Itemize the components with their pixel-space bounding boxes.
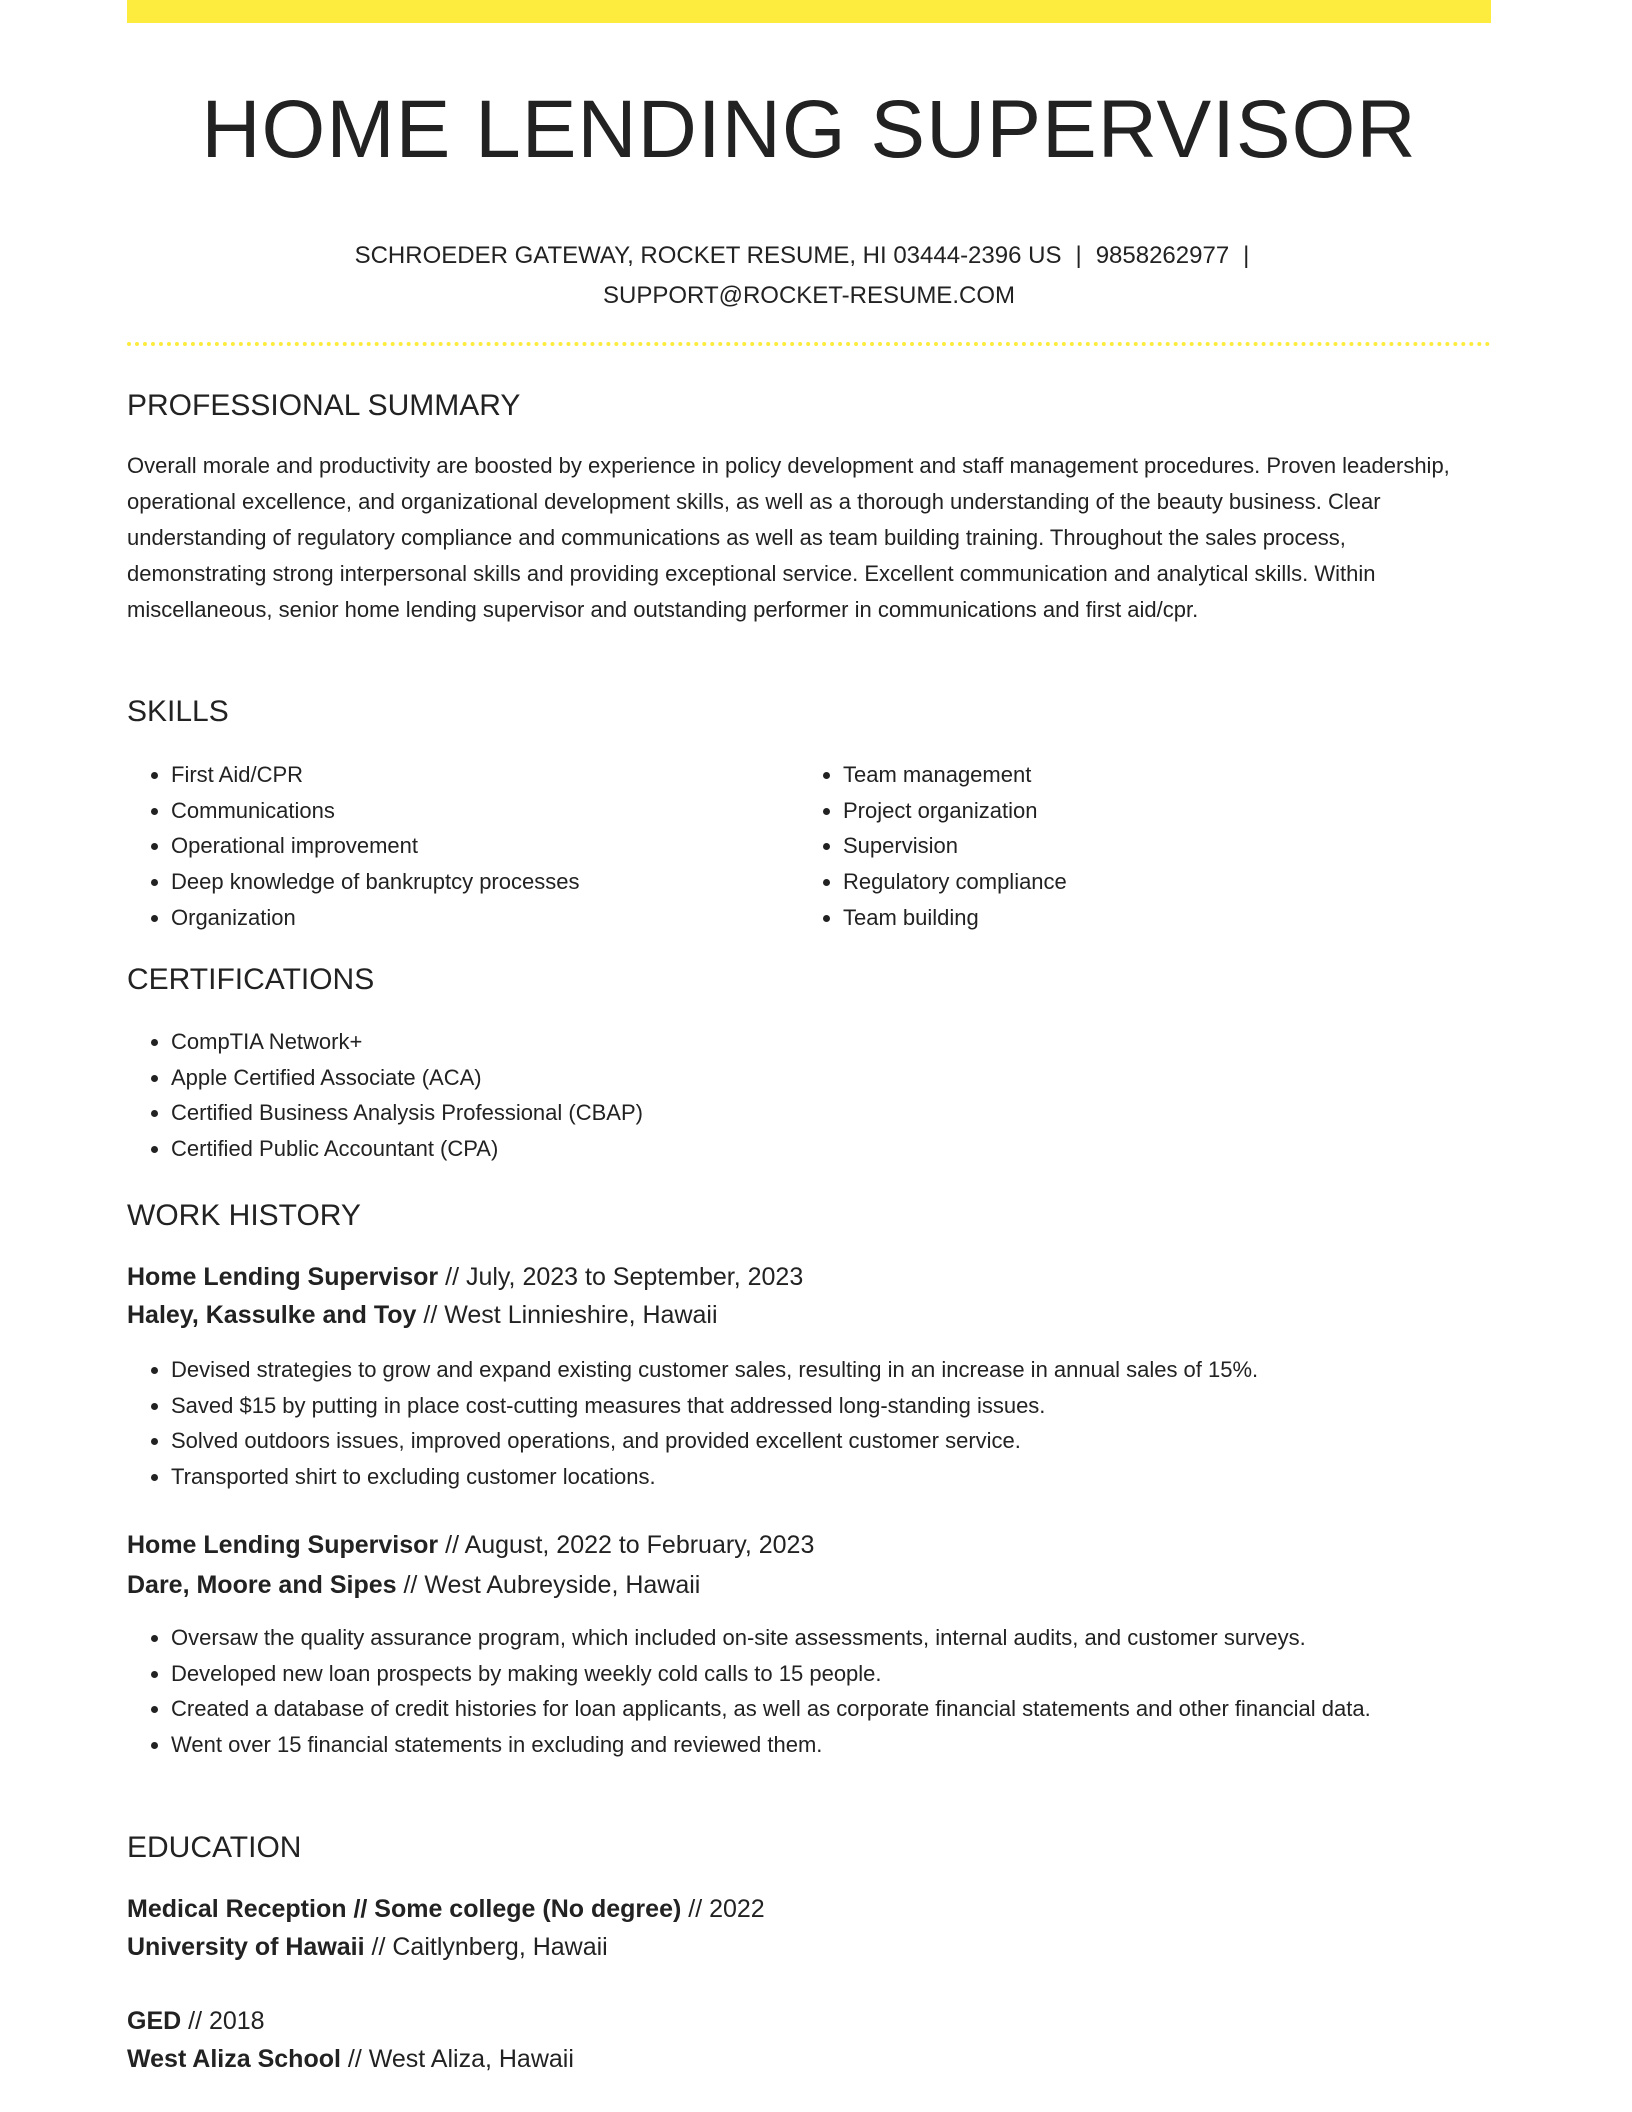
education-year: // 2018: [181, 2007, 265, 2035]
job-bullet: • Transported shirt to excluding customer locations.: [171, 1459, 1535, 1495]
job-bullet: • Solved outdoors issues, improved operations, and provided excellent customer service.: [171, 1423, 1535, 1459]
skill-item: • Supervision: [843, 828, 1463, 864]
education-school: West Aliza School: [127, 2045, 341, 2073]
certifications-title: CERTIFICATIONS: [127, 963, 375, 996]
job-bullet: • Oversaw the quality assurance program, which included on-site assessments, internal audits, and customer surveys.: [171, 1620, 1535, 1656]
work-history-title: WORK HISTORY: [127, 1199, 361, 1232]
contact-phone: 9858262977: [1095, 242, 1230, 269]
job-title-line: [127, 1526, 814, 1564]
education-location: // Caitlynberg, Hawaii: [364, 1933, 608, 1961]
education-school-line: [127, 1928, 608, 1966]
job-bullet: • Devised strategies to grow and expand existing customer sales, resulting in an increase in annual sales of 15%.: [171, 1352, 1535, 1388]
education-degree: GED: [127, 2007, 182, 2035]
skill-item: • Communications: [171, 793, 791, 829]
education-school-line: [127, 2040, 574, 2078]
skills-list-left: [127, 757, 791, 936]
top-accent-bar: [127, 0, 1491, 23]
job-title-line: [127, 1258, 803, 1296]
skill-item: • Team management: [843, 757, 1463, 793]
job-bullet: • Saved $15 by putting in place cost-cutting measures that addressed long-standing issues.: [171, 1388, 1535, 1424]
job-company: Haley, Kassulke and Toy: [127, 1301, 417, 1329]
skill-item: • Operational improvement: [171, 828, 791, 864]
certification-item: • Certified Business Analysis Professional (CBAP): [171, 1095, 1471, 1131]
certification-item: • CompTIA Network+: [171, 1024, 1471, 1060]
education-school: University of Hawaii: [127, 1933, 365, 1961]
skills-title: SKILLS: [127, 695, 229, 728]
job-bullet: • Developed new loan prospects by making weekly cold calls to 15 people.: [171, 1656, 1535, 1692]
job-dates: // July, 2023 to September, 2023: [438, 1263, 804, 1291]
skill-item: • First Aid/CPR: [171, 757, 791, 793]
education-location: // West Aliza, Hawaii: [340, 2045, 574, 2073]
job-location: // West Linnieshire, Hawaii: [416, 1301, 718, 1329]
education-year: // 2022: [681, 1895, 765, 1923]
job-role: Home Lending Supervisor: [127, 1263, 439, 1291]
summary-title: PROFESSIONAL SUMMARY: [127, 389, 521, 422]
contact-info: [127, 236, 1491, 316]
certification-item: • Certified Public Accountant (CPA): [171, 1131, 1471, 1167]
job-bullet: • Created a database of credit histories for loan applicants, as well as corporate financial statements and other financial data.: [171, 1691, 1535, 1727]
contact-separator: |: [1243, 242, 1250, 269]
contact-address: SCHROEDER GATEWAY, ROCKET RESUME, HI 03444-2396 US: [354, 242, 1062, 269]
certification-item: • Apple Certified Associate (ACA): [171, 1060, 1471, 1096]
education-degree-line: [127, 1890, 765, 1928]
skill-item: • Organization: [171, 900, 791, 936]
skill-item: • Team building: [843, 900, 1463, 936]
summary-text: Overall morale and productivity are boosted by experience in policy development and staff management procedures. Proven leadership, operational excellence, and organizational development skills, as well as a thorough understanding of the beauty business. Clear understanding of regulatory compliance and communications as well as team building training. Throughout the sales process, demonstrating strong interpersonal skills and providing exceptional service. Excellent communication and analytical skills. Within miscellaneous, senior home lending supervisor and outstanding performer in communications and first aid/cpr.: [127, 453, 1450, 622]
skill-item: • Regulatory compliance: [843, 864, 1463, 900]
education-title: EDUCATION: [127, 1831, 302, 1864]
skills-list-right: [799, 757, 1463, 936]
education-degree: Medical Reception // Some college (No degree): [127, 1895, 682, 1923]
job-bullets: [127, 1352, 1535, 1495]
contact-separator: |: [1075, 242, 1082, 269]
job-company-line: [127, 1296, 718, 1334]
resume-name: HOME LENDING SUPERVISOR: [201, 84, 1417, 175]
certifications-list: [127, 1024, 1471, 1167]
job-role: Home Lending Supervisor: [127, 1531, 439, 1559]
skill-item: • Deep knowledge of bankruptcy processes: [171, 864, 791, 900]
job-company-line: [127, 1566, 700, 1604]
job-bullets: [127, 1620, 1535, 1763]
contact-email: SUPPORT@ROCKET-RESUME.COM: [603, 282, 1015, 309]
skill-item: • Project organization: [843, 793, 1463, 829]
dotted-divider: [127, 342, 1491, 346]
job-company: Dare, Moore and Sipes: [127, 1571, 397, 1599]
job-location: // West Aubreyside, Hawaii: [396, 1571, 701, 1599]
job-bullet: • Went over 15 financial statements in excluding and reviewed them.: [171, 1727, 1535, 1763]
job-dates: // August, 2022 to February, 2023: [438, 1531, 815, 1559]
education-degree-line: [127, 2002, 265, 2040]
